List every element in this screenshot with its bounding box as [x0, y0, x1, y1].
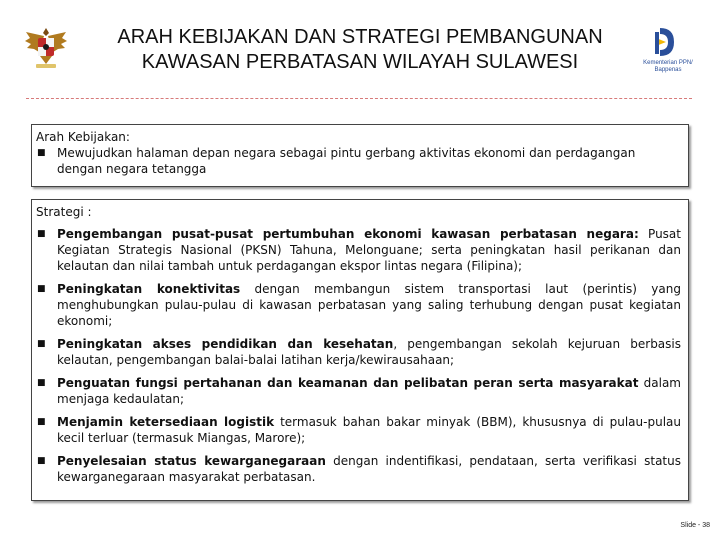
strategy-item-text: , pengembangan sekolah kejuruan berbasis kelautan, pengembangan balai-balai latihan kerja/kewirausahaan;: [57, 337, 681, 367]
strategy-item: [36, 414, 681, 446]
slide-number: Slide - 38: [680, 522, 710, 529]
strategy-item: [36, 375, 681, 407]
bullet-icon: ■: [37, 148, 46, 158]
policy-item-text: Mewujudkan halaman depan negara sebagai pintu gerbang aktivitas ekonomi dan perdagangan dengan negara tetangga: [57, 146, 636, 176]
bullet-icon: ■: [37, 378, 46, 388]
page-title: [90, 25, 630, 75]
bullet-icon: ■: [37, 417, 46, 427]
bullet-icon: ■: [37, 284, 46, 294]
strategy-item-bold: Penyelesaian status kewarganegaraan: [57, 454, 326, 468]
header-divider: [26, 98, 692, 99]
strategy-item-bold: Menjamin ketersediaan logistik: [57, 415, 275, 429]
strategy-item: [36, 281, 681, 329]
strategy-item-text: termasuk bahan bakar minyak (BBM), khususnya di pulau-pulau kecil terluar (termasuk Miangas, Marore);: [57, 415, 681, 445]
strategy-item-text: dengan indentifikasi, pendataan, serta verifikasi status kewarganegaraan masyarakat perbatasan.: [57, 454, 681, 484]
bappenas-logo: [636, 24, 700, 80]
strategy-item: [36, 226, 681, 274]
strategy-item-text: dengan membangun sistem transportasi laut (perintis) yang menghubungkan pulau-pulau di kawasan perbatasan yang saling terhubung dengan pusat kegiatan ekonomi;: [57, 282, 681, 328]
logo-text: Kementerian PPN/ Bappenas: [643, 60, 693, 73]
policy-box: [31, 124, 689, 187]
strategy-item-bold: Penguatan fungsi pertahanan dan keamanan dan pelibatan peran serta masyarakat: [57, 376, 639, 390]
strategy-item-bold: Pengembangan pusat-pusat pertumbuhan ekonomi kawasan perbatasan negara:: [57, 227, 639, 241]
title-line-1: ARAH KEBIJAKAN DAN STRATEGI PEMBANGUNAN: [117, 26, 603, 48]
garuda-emblem-icon: [22, 24, 70, 72]
bappenas-logo-icon: [636, 24, 700, 60]
policy-item: [36, 145, 680, 177]
strategy-heading: Strategi :: [36, 205, 92, 219]
strategy-item-bold: Peningkatan konektivitas: [57, 282, 241, 296]
strategy-item-text: dalam menjaga kedaulatan;: [57, 376, 681, 406]
bullet-icon: ■: [37, 339, 46, 349]
bullet-icon: ■: [37, 229, 46, 239]
bullet-icon: ■: [37, 456, 46, 466]
title-line-2: KAWASAN PERBATASAN WILAYAH SULAWESI: [141, 51, 579, 73]
strategy-box: [31, 199, 689, 501]
policy-heading: Arah Kebijakan:: [36, 130, 130, 144]
strategy-item-bold: Peningkatan akses pendidikan dan kesehatan: [57, 337, 394, 351]
strategy-item-text: Pusat Kegiatan Strategis Nasional (PKSN) Tahuna, Melonguane; serta peningkatan hasil perikanan dan kelautan dan nilai tambah untuk perdagangan ekspor lintas negara (Filipina);: [57, 227, 681, 273]
strategy-item: [36, 453, 681, 485]
strategy-item: [36, 336, 681, 368]
